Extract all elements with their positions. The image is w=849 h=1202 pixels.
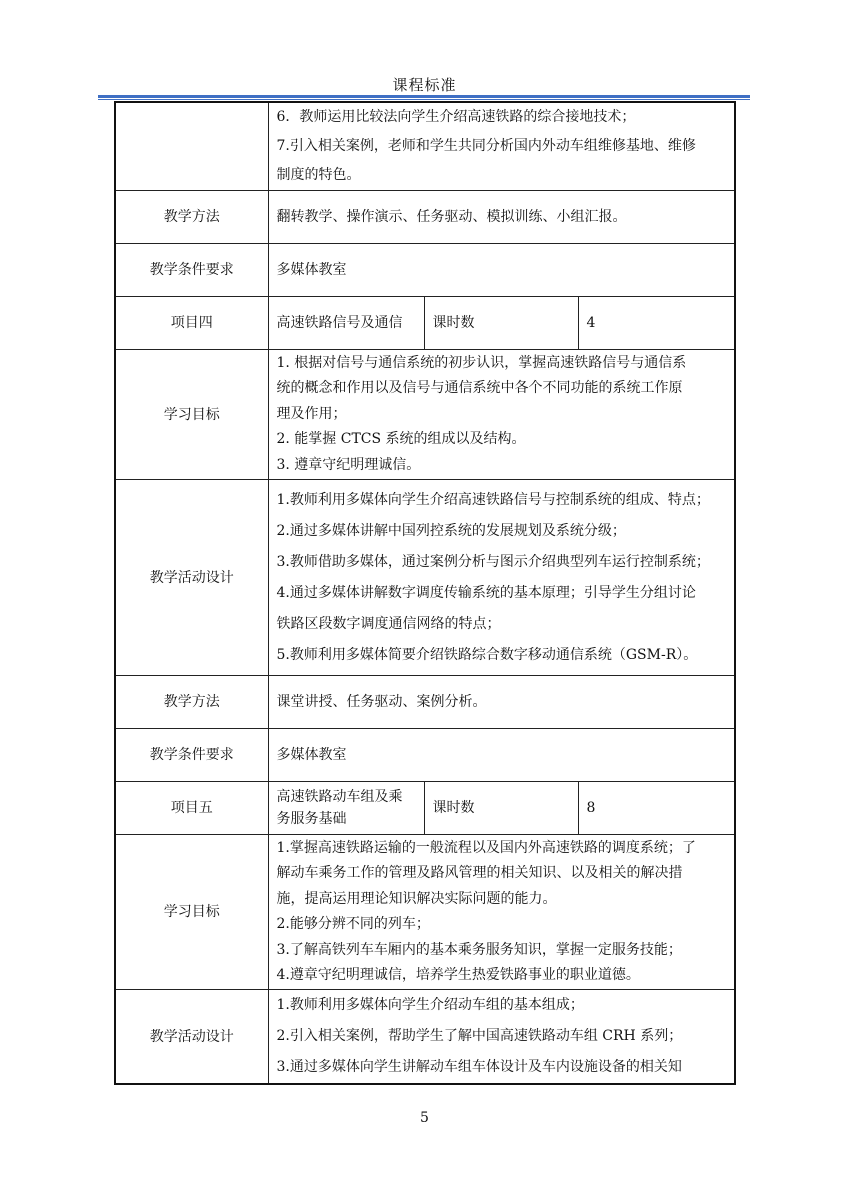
table-row (115, 835, 735, 990)
content-line: 课堂讲授、任务驱动、案例分析。 (276, 694, 487, 710)
row-label: 教学活动设计 (115, 480, 268, 676)
content-line: 3.通过多媒体向学生讲解动车组车体设计及车内设施设备的相关知 (276, 1059, 682, 1075)
content-line: 解动车乘务工作的管理及路风管理的相关知识、以及相关的解决措 (276, 865, 683, 881)
content-line: 1.教师利用多媒体向学生介绍动车组的基本组成； (276, 997, 584, 1013)
row-label: 教学条件要求 (115, 244, 268, 297)
table-row (115, 990, 735, 1085)
row-content (268, 244, 735, 297)
row-label: 学习目标 (115, 835, 268, 990)
content-line: 理及作用； (276, 405, 347, 422)
row-content (268, 729, 735, 782)
content-line: 多媒体教室 (276, 262, 347, 278)
content-line: 1. 根据对信号与通信系统的初步认识，掌握高速铁路信号与通信系 (276, 354, 687, 371)
row-label: 教学条件要求 (115, 729, 268, 782)
row-label-empty (115, 102, 268, 191)
project-label: 项目四 (115, 297, 268, 350)
row-content (268, 676, 735, 729)
content-line: 2.引入相关案例，帮助学生了解中国高速铁路动车组 CRH 系列； (276, 1028, 683, 1044)
content-line: 4.通过多媒体讲解数字调度传输系统的基本原理；引导学生分组讨论 (276, 584, 696, 601)
content-line: 1.教师利用多媒体向学生介绍高速铁路信号与控制系统的组成、特点； (276, 491, 710, 508)
content-line: 统的概念和作用以及信号与通信系统中各个不同功能的系统工作原 (276, 380, 683, 397)
row-label: 教学方法 (115, 676, 268, 729)
project-name-line: 务服务基础 (276, 811, 347, 827)
project-name: 高速铁路信号及通信 (268, 297, 424, 350)
page-header: 课程标准 (392, 76, 457, 94)
row-content (268, 480, 735, 676)
table-row (115, 350, 735, 480)
header-rule (98, 95, 750, 98)
hours-label: 课时数 (424, 782, 578, 835)
content-line: 3.教师借助多媒体，通过案例分析与图示介绍典型列车运行控制系统； (276, 553, 710, 570)
content-line: 2. 能掌握 CTCS 系统的组成以及结构。 (276, 431, 526, 448)
header-rule-thin (98, 99, 750, 100)
hours-value: 4 (578, 297, 735, 350)
hours-label: 课时数 (424, 297, 578, 350)
row-label: 教学活动设计 (115, 990, 268, 1085)
row-content (268, 350, 735, 480)
project-name (268, 782, 424, 835)
table-row (115, 480, 735, 676)
row-content (268, 191, 735, 244)
content-line: 施，提高运用理论知识解决实际问题的能力。 (276, 890, 557, 907)
page-number: 5 (420, 1110, 429, 1126)
content-line: 4.遵章守纪明理诚信，培养学生热爱铁路事业的职业道德。 (276, 967, 640, 983)
content-line: 7.引入相关案例，老师和学生共同分析国内外动车组维修基地、维修 (276, 138, 696, 154)
content-line: 5.教师利用多媒体简要介绍铁路综合数字移动通信系统（GSM-R）。 (276, 646, 698, 663)
table-row (115, 297, 735, 350)
content-line: 6．教师运用比较法向学生介绍高速铁路的综合接地技术； (276, 109, 636, 125)
content-line: 1.掌握高速铁路运输的一般流程以及国内外高速铁路的调度系统；了 (276, 839, 696, 856)
project-name-line: 高速铁路动车组及乘 (276, 789, 403, 805)
project-label: 项目五 (115, 782, 268, 835)
table-row (115, 729, 735, 782)
content-line: 制度的特色。 (276, 167, 361, 183)
content-line: 铁路区段数字调度通信网络的特点； (276, 615, 501, 632)
row-content (268, 102, 735, 191)
table-row (115, 676, 735, 729)
content-line: 多媒体教室 (276, 747, 347, 763)
row-label: 教学方法 (115, 191, 268, 244)
content-line: 2.能够分辨不同的列车； (276, 916, 430, 932)
row-label: 学习目标 (115, 350, 268, 480)
content-line: 2.通过多媒体讲解中国列控系统的发展规划及系统分级； (276, 522, 626, 539)
table-row (115, 102, 735, 191)
row-content (268, 835, 735, 990)
row-content (268, 990, 735, 1085)
table-row (115, 782, 735, 835)
content-line: 3.了解高铁列车车厢内的基本乘务服务知识，掌握一定服务技能； (276, 941, 682, 958)
content-line: 翻转教学、操作演示、任务驱动、模拟训练、小组汇报。 (276, 209, 627, 225)
hours-value: 8 (578, 782, 735, 835)
table-row (115, 244, 735, 297)
course-table (114, 101, 736, 1085)
content-line: 3. 遵章守纪明理诚信。 (276, 456, 421, 473)
table-row (115, 191, 735, 244)
